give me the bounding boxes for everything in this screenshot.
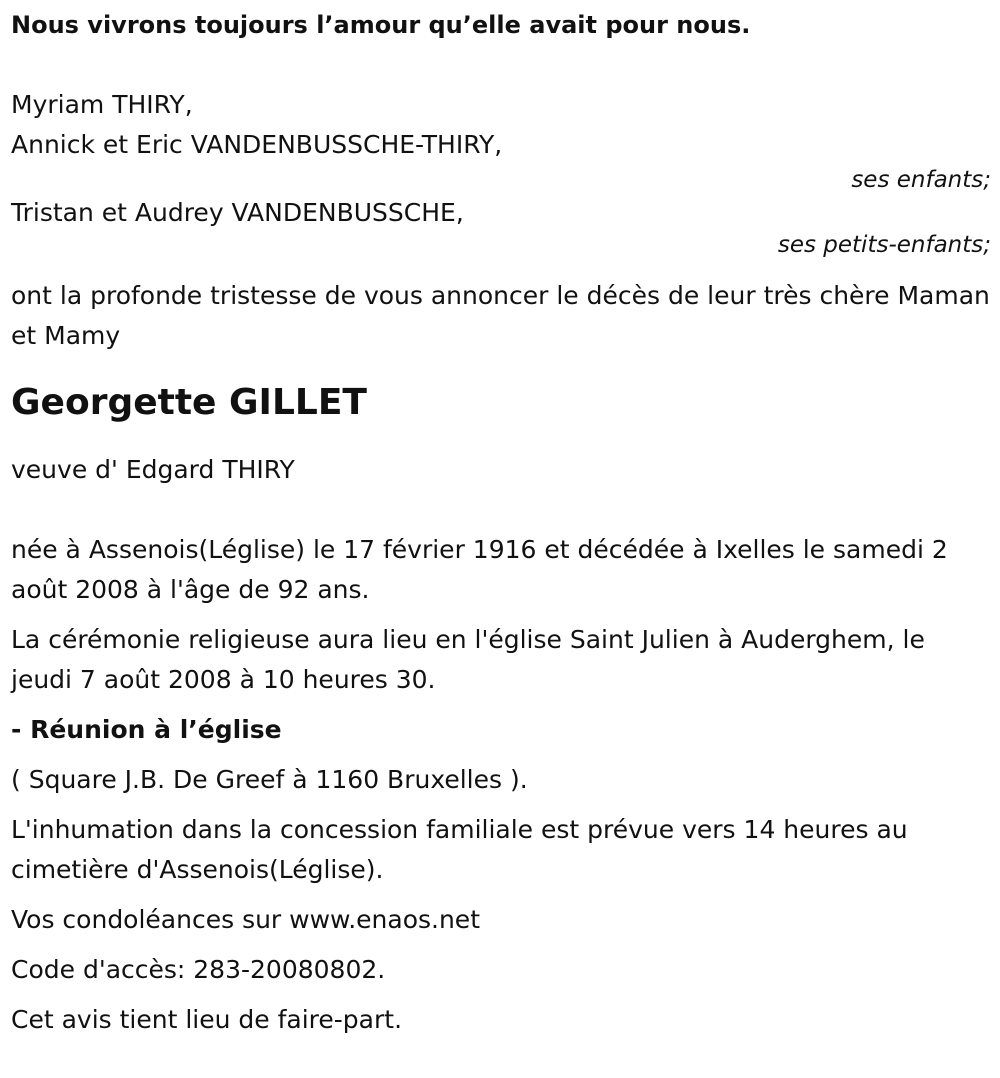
spouse-line: veuve d' Edgard THIRY bbox=[11, 455, 295, 484]
announcement: ont la profonde tristesse de vous annoncer le décès de leur très chère Maman et Mamy bbox=[11, 281, 990, 350]
grandchildren-line-1: Tristan et Audrey VANDENBUSSCHE, bbox=[11, 198, 464, 227]
obituary-notice bbox=[11, 5, 991, 1040]
children-label: ses enfants; bbox=[851, 167, 991, 193]
deceased-name: Georgette GILLET bbox=[11, 382, 367, 423]
burial-text: L'inhumation dans la concession familiale est prévue vers 14 heures au cimetière d'Assenois(Léglise). bbox=[11, 815, 908, 884]
meeting-line: - Réunion à l’église bbox=[11, 715, 282, 744]
spacer bbox=[11, 45, 991, 85]
ceremony-text: La cérémonie religieuse aura lieu en l'église Saint Julien à Auderghem, le jeudi 7 août 2008 à 10 heures 30. bbox=[11, 625, 925, 694]
address-line: ( Square J.B. De Greef à 1160 Bruxelles ). bbox=[11, 765, 528, 794]
birth-death-text: née à Assenois(Léglise) le 17 février 1916 et décédée à Ixelles le samedi 2 août 2008 à l'âge de 92 ans. bbox=[11, 535, 948, 604]
children-line-1: Myriam THIRY, bbox=[11, 90, 193, 119]
condolences-line: Vos condoléances sur www.enaos.net bbox=[11, 905, 480, 934]
children-line-2: Annick et Eric VANDENBUSSCHE-THIRY, bbox=[11, 130, 503, 159]
access-code-line: Code d'accès: 283-20080802. bbox=[11, 955, 386, 984]
grandchildren-label: ses petits-enfants; bbox=[777, 232, 991, 258]
motto: Nous vivrons toujours l’amour qu’elle avait pour nous. bbox=[11, 11, 751, 39]
notice-line: Cet avis tient lieu de faire-part. bbox=[11, 1005, 403, 1034]
